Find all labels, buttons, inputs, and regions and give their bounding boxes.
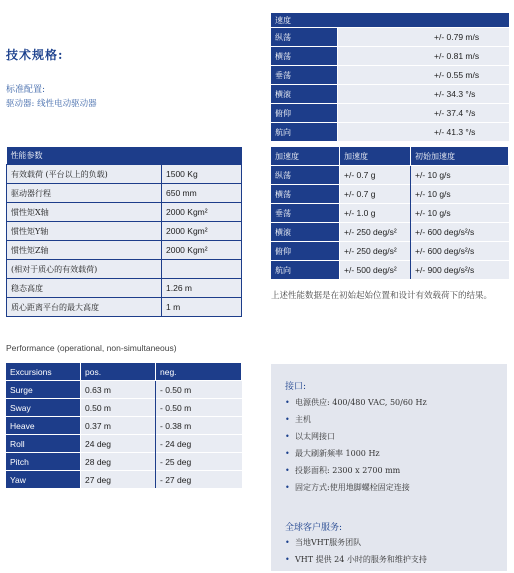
excursions-table	[6, 363, 242, 488]
excursion-label: Sway	[6, 399, 81, 417]
service-title: 全球客户服务:	[285, 523, 343, 533]
table-row	[7, 184, 242, 203]
speed-value: +/- 41.3 °/s	[338, 123, 510, 142]
excursions-header: Excursions	[6, 363, 81, 381]
list-item: • 主机	[285, 411, 427, 428]
pos-header: pos.	[81, 363, 156, 381]
speed-label: 垂荡	[271, 66, 338, 85]
accel-label: 俯仰	[271, 242, 340, 261]
interface-list	[285, 394, 427, 496]
pos-value: 0.37 m	[81, 417, 156, 435]
table-row	[271, 104, 509, 123]
speed-label: 航向	[271, 123, 338, 142]
accel-value: +/- 0.7 g	[340, 166, 411, 185]
accel-value: +/- 0.7 g	[340, 185, 411, 204]
param-label: 惯性矩X轴	[7, 203, 162, 222]
speed-label: 纵荡	[271, 28, 338, 47]
list-item: • VHT 提供 24 小时的服务和维护支持	[285, 551, 427, 568]
param-label: 稳态高度	[7, 279, 162, 298]
neg-value: - 0.38 m	[156, 417, 242, 435]
accel-label: 横滚	[271, 223, 340, 242]
acceleration-table	[271, 147, 509, 279]
initial-accel-value: +/- 10 g/s	[411, 204, 509, 223]
table-row	[7, 165, 242, 184]
pos-value: 0.63 m	[81, 381, 156, 399]
accel-label: 垂荡	[271, 204, 340, 223]
table-row	[7, 241, 242, 260]
speed-label: 横滚	[271, 85, 338, 104]
neg-value: - 24 deg	[156, 435, 242, 453]
neg-value: - 0.50 m	[156, 381, 242, 399]
pos-value: 27 deg	[81, 471, 156, 489]
table-row	[271, 166, 509, 185]
table-row	[271, 47, 509, 66]
interface-panel	[271, 364, 507, 571]
param-value: 650 mm	[162, 184, 242, 203]
accel-header: 加速度	[340, 147, 411, 166]
table-row	[271, 261, 509, 280]
list-item: • 以太网接口	[285, 428, 427, 445]
param-label: 质心距离平台的最大高度	[7, 298, 162, 317]
accel-value: +/- 250 deg/s²	[340, 223, 411, 242]
accel-value: +/- 500 deg/s²	[340, 261, 411, 280]
accel-label: 横荡	[271, 185, 340, 204]
param-label: 有效载荷 (平台以上的负载)	[7, 165, 162, 184]
pos-value: 28 deg	[81, 453, 156, 471]
table-row	[271, 185, 509, 204]
table-row	[6, 417, 242, 435]
table-row	[271, 123, 509, 142]
excursion-label: Pitch	[6, 453, 81, 471]
accel-header: 初始加速度	[411, 147, 509, 166]
table-row	[6, 381, 242, 399]
table-row	[271, 66, 509, 85]
param-value: 2000 Kgm²	[162, 241, 242, 260]
speed-label: 横荡	[271, 47, 338, 66]
accel-value: +/- 1.0 g	[340, 204, 411, 223]
initial-accel-value: +/- 10 g/s	[411, 185, 509, 204]
initial-accel-value: +/- 900 deg/s²/s	[411, 261, 509, 280]
initial-accel-value: +/- 10 g/s	[411, 166, 509, 185]
pos-value: 0.50 m	[81, 399, 156, 417]
table-row	[6, 453, 242, 471]
param-label: (相对于质心的有效载荷)	[7, 260, 162, 279]
table-row	[7, 279, 242, 298]
table-row	[271, 28, 509, 47]
table-row	[271, 223, 509, 242]
param-value: 2000 Kgm²	[162, 203, 242, 222]
table-row	[271, 204, 509, 223]
accel-header: 加速度	[271, 147, 340, 166]
param-value: 1.26 m	[162, 279, 242, 298]
table-row	[6, 471, 242, 489]
param-value: 1 m	[162, 298, 242, 317]
table-row	[271, 85, 509, 104]
table-row	[7, 298, 242, 317]
param-value: 2000 Kgm²	[162, 222, 242, 241]
table-row	[271, 242, 509, 261]
initial-accel-value: +/- 600 deg/s²/s	[411, 223, 509, 242]
speed-table	[271, 13, 509, 141]
excursion-label: Surge	[6, 381, 81, 399]
neg-header: neg.	[156, 363, 242, 381]
param-label: 驱动器行程	[7, 184, 162, 203]
accel-label: 航向	[271, 261, 340, 280]
speed-value: +/- 0.81 m/s	[338, 47, 510, 66]
speed-value: +/- 37.4 °/s	[338, 104, 510, 123]
list-item: • 固定方式:使用地脚螺栓固定连接	[285, 479, 427, 496]
performance-note: 上述性能数据是在初始起始位置和设计有效载荷下的结果。	[271, 291, 493, 301]
initial-accel-value: +/- 600 deg/s²/s	[411, 242, 509, 261]
param-value	[162, 260, 242, 279]
param-label: 惯性矩Y轴	[7, 222, 162, 241]
param-value: 1500 Kg	[162, 165, 242, 184]
standard-config-label: 标准配置:	[6, 85, 46, 95]
table-row	[6, 399, 242, 417]
performance-title: Performance (operational, non-simultaneous)	[6, 343, 177, 353]
params-header: 性能参数	[7, 147, 242, 165]
list-item: • 最大刷新频率 1000 Hz	[285, 445, 427, 462]
excursion-label: Roll	[6, 435, 81, 453]
performance-params-table	[6, 147, 242, 317]
table-row	[7, 260, 242, 279]
list-item: • 当地VHT服务团队	[285, 534, 427, 551]
speed-value: +/- 34.3 °/s	[338, 85, 510, 104]
interface-title: 接口:	[285, 382, 307, 392]
list-item: • 电源供应: 400/480 VAC, 50/60 Hz	[285, 394, 427, 411]
accel-value: +/- 250 deg/s²	[340, 242, 411, 261]
neg-value: - 27 deg	[156, 471, 242, 489]
service-list	[285, 534, 427, 568]
table-row	[6, 435, 242, 453]
speed-value: +/- 0.55 m/s	[338, 66, 510, 85]
speed-header: 速度	[271, 13, 509, 28]
neg-value: - 0.50 m	[156, 399, 242, 417]
param-label: 惯性矩Z轴	[7, 241, 162, 260]
table-row	[7, 222, 242, 241]
list-item: • 投影面积: 2300 x 2700 mm	[285, 462, 427, 479]
pos-value: 24 deg	[81, 435, 156, 453]
speed-value: +/- 0.79 m/s	[338, 28, 510, 47]
accel-label: 纵荡	[271, 166, 340, 185]
neg-value: - 25 deg	[156, 453, 242, 471]
page-title: 技术规格:	[6, 48, 64, 62]
excursion-label: Yaw	[6, 471, 81, 489]
driver-label: 驱动器: 线性电动驱动器	[6, 99, 97, 109]
speed-label: 俯仰	[271, 104, 338, 123]
table-row	[7, 203, 242, 222]
excursion-label: Heave	[6, 417, 81, 435]
